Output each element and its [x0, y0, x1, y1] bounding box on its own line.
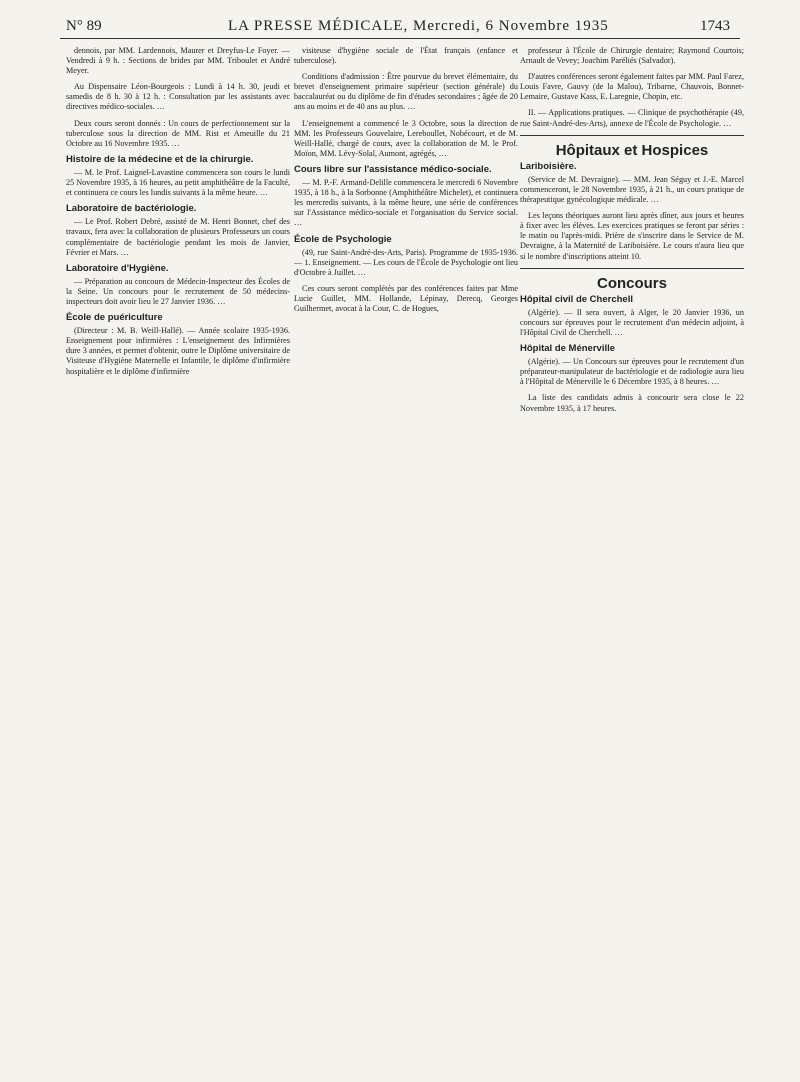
paragraph: (49, rue Saint-André-des-Arts, Paris). Programme de 1935-1936. — 1. Enseignement. — Les cours de l'École de Psychologie ont lieu d'Octobre à Juillet. … — [294, 247, 518, 277]
paragraph: Au Dispensaire Léon-Bourgeois : Lundi à 14 h. 30, jeudi et samedis de 8 h. 30 à 12 h. : Consultation par les assistants avec directives médico-sociales. … — [66, 82, 290, 112]
paragraph: (Algérie). — Il sera ouvert, à Alger, le 20 Janvier 1936, un concours sur épreuves pour le recrutement d'un médecin adjoint, à l'Hôpital Civil de Cherchell. … — [520, 307, 744, 337]
journal-title: LA PRESSE MÉDICALE, Mercredi, 6 Novembre 1935 — [228, 18, 609, 34]
paragraph: — M. P.-F. Armand-Delille commencera le mercredi 6 Novembre 1935, à 18 h., à la Sorbonne (Amphithéâtre Michelet), et continuera les mercredis suivants, à la même heure, une série de conférences sur l'Assistance médico-sociale et l'organisation du Service social. … — [294, 178, 518, 228]
column-1 — [66, 46, 290, 383]
heading-bacteriologie: Laboratoire de bactériologie. — [66, 203, 197, 215]
paragraph: Les leçons théoriques auront lieu après dîner, aux jours et heures à fixer avec les élèves. Les exercices pratiques se feront par séries : le matin ou l'après-midi. Prière de s'inscrire dans le Service de M. Devraigne, à la Maternité de Lariboisière. Le cours n'aura lieu que si le nombre d'inscriptions atteint 10. — [520, 211, 744, 261]
paragraph: dennois, par MM. Lardennois, Maurer et Dreyfus-Le Foyer. — Vendredi à 9 h. : Sections de brides par MM. Triboulet et André Meyer. — [66, 46, 290, 76]
paragraph: L'enseignement a commencé le 3 Octobre, sous la direction de MM. les Professeurs Gouvelaire, Lereboullet, Nobécourt, et de M. Weill-Hallé, chargé de cours, avec la collaboration de M. le Prof. Moïon, MM. Lévy-Solal, Aumont, agrégés, … — [294, 118, 518, 158]
paragraph: Deux cours seront donnés : Un cours de perfectionnement sur la tuberculose sous la direction de MM. Rist et Ameuille du 21 Octobre au 16 Novembre 1935. … — [66, 118, 290, 148]
paragraph: (Service de M. Devraigne). — MM. Jean Séguy et J.-E. Marcel commenceront, le 28 Novembre 1935, à 21 h., un cours pratique de thérapeutique gynécologique médicale. … — [520, 174, 744, 205]
heading-assistance: Cours libre sur l'assistance médico-sociale. — [294, 163, 492, 175]
paragraph: Conditions d'admission : Être pourvue du brevet élémentaire, du brevet d'enseignement primaire supérieur (section générale) du baccalauréat ou du diplôme de fin d'études secondaires ; âgée de 20 ans au moins et de 40 ans au plus. … — [294, 72, 518, 112]
paragraph: visiteuse d'hygiène sociale de l'État français (enfance et tuberculose). — [294, 46, 518, 66]
heading-cherchell: Hôpital civil de Cherchell — [520, 293, 633, 305]
paragraph: (Algérie). — Un Concours sur épreuves pour le recrutement d'un préparateur-manipulateur de bactériologie et de radiologie aura lieu à l'Hôpital de Ménerville le 6 Décembre 1935, à 8 heures. … — [520, 357, 744, 387]
page-number: 1743 — [700, 18, 730, 34]
section-title-hopitaux: Hôpitaux et Hospices — [555, 141, 709, 159]
paragraph: II. — Applications pratiques. — Clinique de psychothérapie (49, rue Saint-André-des-Arts), annexe de l'École de Psychologie. … — [520, 108, 744, 128]
paragraph: Ces cours seront complétés par des conférences faites par Mme Lucie Guillet, MM. Hollande, Lépinay, Derecq, Georges Guilhermet, avocat à la Cour, C. de Hogues, — [294, 283, 518, 314]
header-rule — [60, 38, 740, 39]
heading-puericulture: École de puériculture — [66, 312, 163, 324]
section-divider — [520, 268, 744, 269]
section-title-concours: Concours — [596, 274, 667, 292]
paragraph: professeur à l'École de Chirurgie dentaire; Raymond Courtois; Arnault de Vevey; Joachim Paréliés (Salvador). — [520, 46, 744, 66]
heading-menerville: Hôpital de Ménerville — [520, 343, 616, 355]
section-divider — [520, 135, 744, 136]
heading-histoire: Histoire de la médecine et de la chirurgie. — [66, 153, 254, 165]
page-header — [0, 0, 800, 44]
column-2 — [294, 46, 518, 320]
issue-number: N° 89 — [66, 18, 102, 34]
heading-lariboisiere: Lariboisière. — [520, 160, 577, 172]
paragraph: — Préparation au concours de Médecin-Inspecteur des Écoles de la Seine. Un concours pour le recrutement de 50 médecins-inspecteurs doit avoir lieu le 27 Janvier 1936. … — [66, 276, 290, 306]
paragraph: — Le Prof. Robert Debré, assisté de M. Henri Bonnet, chef des travaux, fera avec la collaboration de plusieurs Professeurs un cours complémentaire de bactériologie pendant les mois de Janvier, Février et Mars. … — [66, 217, 290, 257]
paragraph: (Directeur : M. B. Weill-Hallé). — Année scolaire 1935-1936. Enseignement pour infirmières : L'enseignement des Infirmières dure 3 années, et permet d'obtenir, outre le Diplôme universitaire de Visiteuse d'Hygiène Maternelle et Infantile, le diplôme d'infirmière hospitalière et le diplôme d'infirmière — [66, 326, 290, 376]
paragraph: D'autres conférences seront également faites par MM. Paul Farez, Louis Favre, Gauvy (de la Malou), Tribarne, Chauvois, Bonnet-Lemaire, Gustave Kass, E. Laregnie, Chopin, etc. — [520, 72, 744, 102]
paragraph: La liste des candidats admis à concourir sera close le 22 Novembre 1935, à 17 heures. — [520, 393, 744, 413]
heading-psychologie: École de Psychologie — [294, 233, 392, 245]
heading-hygiene: Laboratoire d'Hygiène. — [66, 262, 169, 274]
paragraph: — M. le Prof. Laignel-Lavastine commencera son cours le lundi 25 Novembre 1935, à 16 heures, au petit amphithéâtre de la Faculté, et continuera ce cours les lundis suivants à la même heure. … — [66, 167, 290, 198]
column-3 — [520, 46, 744, 420]
